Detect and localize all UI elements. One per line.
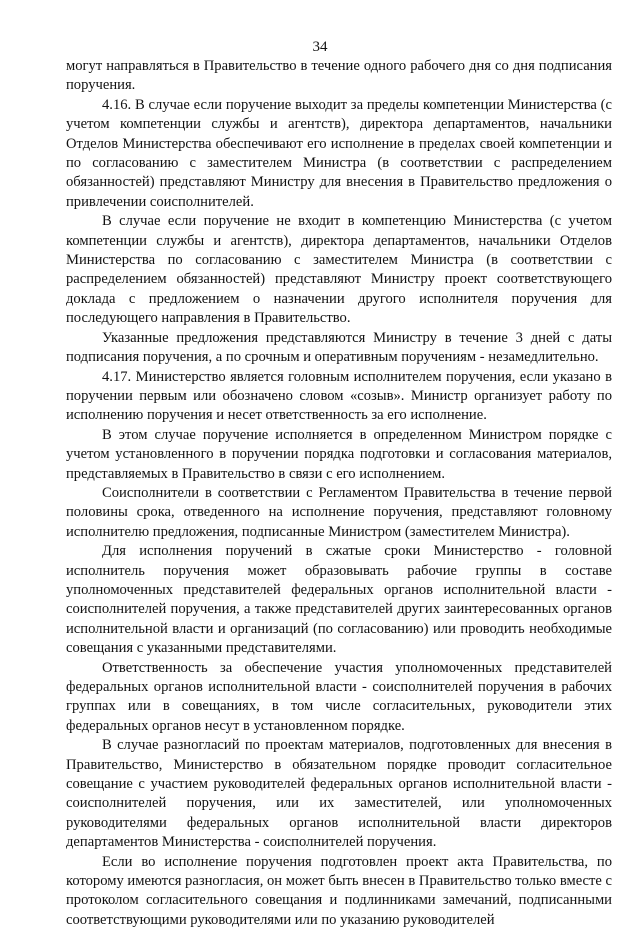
paragraph-working-groups: Для исполнения поручений в сжатые сроки Министерство - головной исполнитель поручения может образовывать рабочие группы в составе уполномоченных представителей федеральных органов исполнительной власти - соисполнителей поручения, а также представителей других заинтересованных органов исполнительной власти и организаций (по согласованию) или проводить необходимые совещания с указанными представителями. bbox=[66, 543, 612, 657]
paragraph-4-16: 4.16. В случае если поручение выходит за пределы компетенции Министерства (с учетом компетенции службы и агентств), директора департаментов, начальники Отделов Министерства обеспечивают его исполнение в пределах своей компетенции и по согласованию с заместителем Министра (в соответствии с распределением обязанностей) представляют Министру для внесения в Правительство предложения о привлечении соисполнителей. bbox=[66, 96, 612, 210]
paragraph-co-executors: Соисполнители в соответствии с Регламентом Правительства в течение первой половины срока, отведенного на исполнение поручения, представляют головному исполнителю предложения, подписанные Министром (заместителем Министра). bbox=[66, 484, 612, 540]
document-body bbox=[66, 57, 612, 930]
paragraph-4-17: 4.17. Министерство является головным исполнителем поручения, если указано в поручении первым или обозначено словом «созыв». Министр организует работу по исполнению поручения и несет ответственность за его исполнение. bbox=[66, 368, 612, 424]
paragraph-execution-order: В этом случае поручение исполняется в определенном Министром порядке с учетом установленного в поручении порядка подготовки и согласования материалов, представляемых в Правительство в связи с его исполнением. bbox=[66, 426, 612, 482]
page-number: 34 bbox=[312, 39, 328, 55]
paragraph-proposal-deadline: Указанные предложения представляются Министру в течение 3 дней с даты подписания поручения, а по срочным и оперативным поручениям - незамедлительно. bbox=[66, 329, 612, 366]
paragraph-continuation: могут направляться в Правительство в течение одного рабочего дня со дня подписания поручения. bbox=[66, 58, 612, 94]
paragraph-outside-competence: В случае если поручение не входит в компетенцию Министерства (с учетом компетенции службы и агентств), директора департаментов, начальники Отделов Министерства по согласованию с заместителем Министра (в соответствии с распределением обязанностей) представляют Министру проект соответствующего доклада с предложением о назначении другого исполнителя поручения для последующего направления в Правительство. bbox=[66, 213, 612, 327]
paragraph-draft-act: Если во исполнение поручения подготовлен проект акта Правительства, по которому имеются разногласия, он может быть внесен в Правительство только вместе с протоколом согласительного совещания и подлинниками замечаний, подписанными соответствующими руководителями или по указанию руководителей bbox=[66, 853, 613, 928]
paragraph-responsibility: Ответственность за обеспечение участия уполномоченных представителей федеральных органов исполнительной власти - соисполнителей поручения в рабочих группах или в совещаниях, в том числе согласительных, руководители этих федеральных органов несут в установленном порядке. bbox=[66, 659, 612, 734]
paragraph-disagreements: В случае разногласий по проектам материалов, подготовленных для внесения в Правительство, Министерство в обязательном порядке проводит согласительное совещание с участием руководителей федеральных органов исполнительной власти - соисполнителей поручения, или их заместителей, или уполномоченных руководителями федеральных органов исполнительной власти директоров департаментов Министерства - соисполнителей поручения. bbox=[66, 737, 612, 851]
